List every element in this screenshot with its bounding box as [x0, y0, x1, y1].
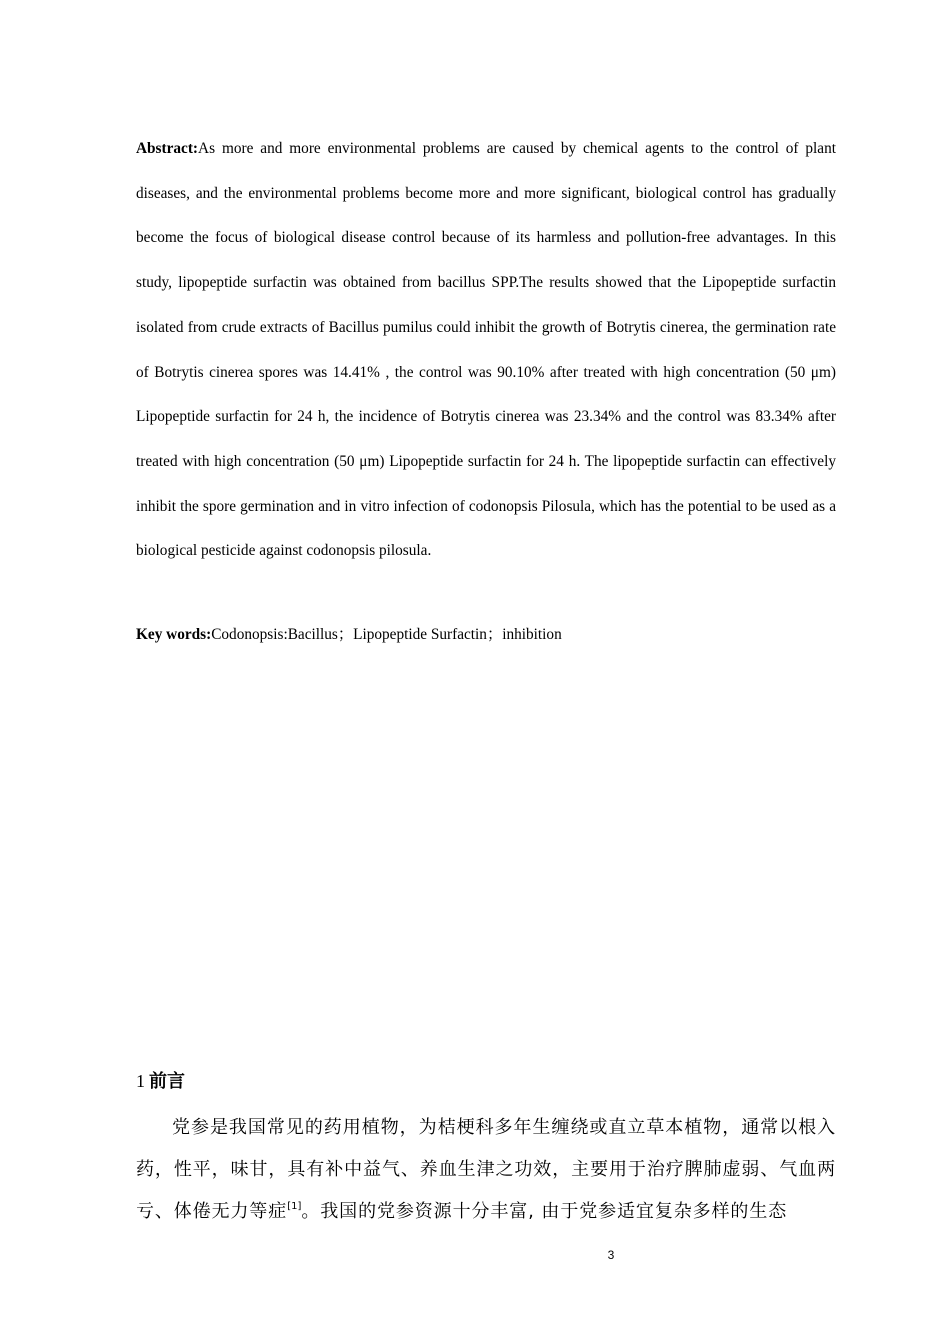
intro-text-part1: 党参是我国常见的药用植物，为桔梗科多年生缠绕或直立草本植物，通常以根入药，性平，味甘，具有补中益气、养血生津之功效，主要用于治疗脾肺虚弱、气血两亏、体倦无力等症 [136, 1117, 836, 1222]
page-number: 3 [607, 1248, 615, 1262]
abstract-text: As more and more environmental problems are caused by chemical agents to the control of plant diseases, and the environmental problems become more and more significant, biological control has gradually become the focus of biological disease control because of its harmless and pollution-free advantages. In this study, lipopeptide surfactin was obtained from bacillus SPP.The results showed that the Lipopeptide surfactin isolated from crude extracts of Bacillus pumilus could inhibit the growth of Botrytis cinerea, the germination rate of Botrytis cinerea spores was 14.41% , the control was 90.10% after treated with high concentration (50 μm) Lipopeptide surfactin for 24 h, the incidence of Botrytis cinerea was 23.34% and the control was 83.34% after treated with high concentration (50 μm) Lipopeptide surfactin for 24 h. The lipopeptide surfactin can effectively inhibit the spore germination and in vitro infection of codonopsis Pilosula, which has the potential to be used as a biological pesticide against codonopsis pilosula. [136, 140, 836, 560]
keywords-text: Codonopsis:Bacillus；Lipopeptide Surfactin；inhibition [211, 626, 562, 643]
intro-text-part2: 。我国的党参资源十分丰富, 由于党参适宜复杂多样的生态 [301, 1201, 788, 1222]
abstract-paragraph [136, 127, 836, 574]
intro-paragraph [136, 1107, 836, 1233]
section-heading [136, 1065, 185, 1098]
citation-ref: [1] [287, 1201, 302, 1212]
keywords-line [136, 619, 836, 651]
abstract-label: Abstract: [136, 140, 199, 157]
keywords-label: Key words: [136, 626, 212, 643]
section-number: 1 [136, 1071, 145, 1091]
section-title: 前言 [149, 1071, 185, 1092]
